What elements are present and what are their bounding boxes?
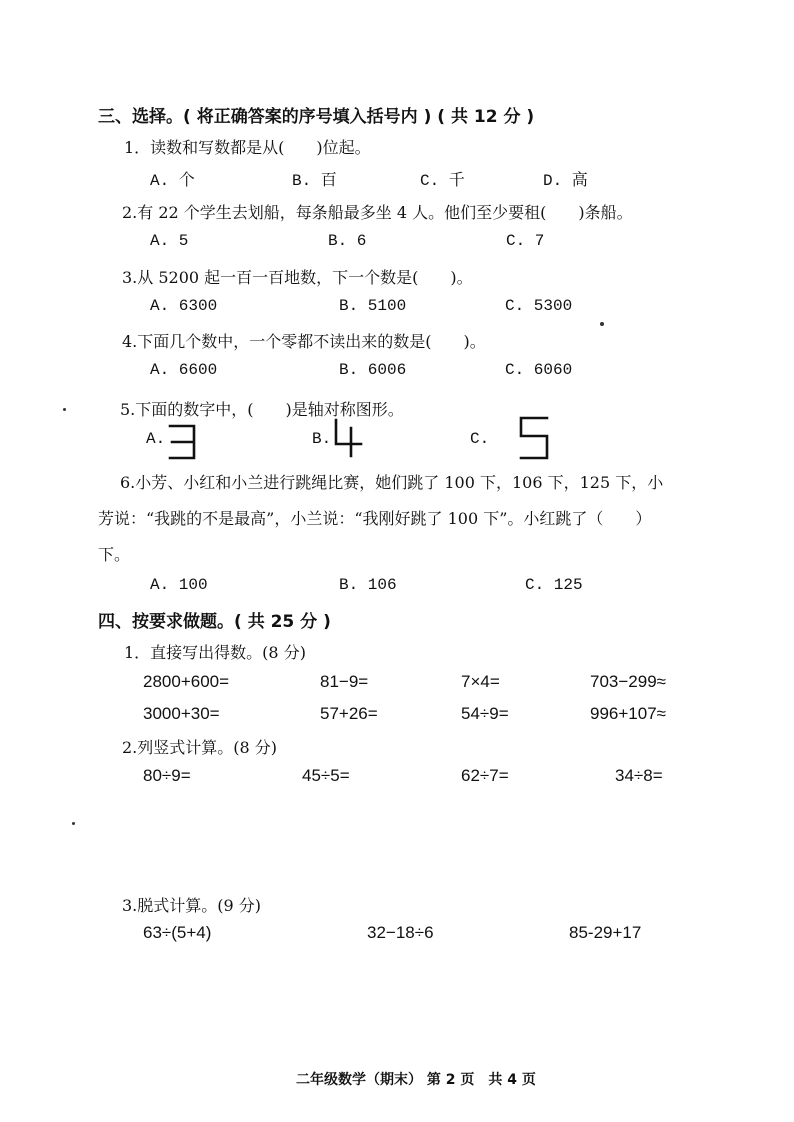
question-3: 3.从 5200 起一百一百地数，下一个数是( )。 — [122, 268, 473, 287]
question-6-line-1: 6.小芳、小红和小兰进行跳绳比赛，她们跳了 100 下，106 下，125 下，小 — [120, 473, 664, 492]
scan-speck — [63, 408, 66, 411]
scan-speck — [72, 822, 75, 825]
section-3-heading: 三、选择。( 将正确答案的序号填入括号内 ) ( 共 12 分 ) — [98, 107, 535, 127]
question-2-option-a: A. 5 — [150, 232, 189, 250]
calc-item: 703−299≈ — [590, 672, 666, 691]
scan-speck — [600, 322, 604, 326]
question-6-option-c: C. 125 — [525, 576, 583, 594]
section-4-heading: 四、按要求做题。( 共 25 分 ) — [98, 612, 331, 632]
question-6-option-b: B. 106 — [339, 576, 397, 594]
question-2: 2.有 22 个学生去划船，每条船最多坐 4 人。他们至少要租( )条船。 — [122, 203, 633, 222]
question-2-option-c: C. 7 — [506, 232, 545, 250]
step-calc-item: 85-29+17 — [569, 923, 642, 942]
step-calc-item: 32−18÷6 — [367, 923, 434, 942]
calc-item: 81−9= — [320, 672, 369, 691]
question-6-line-3: 下。 — [98, 545, 131, 564]
calc-item: 3000+30= — [143, 704, 220, 723]
question-5-option-a: A. — [146, 430, 166, 448]
question-5: 5.下面的数字中，( )是轴对称图形。 — [120, 400, 404, 419]
question-1-option-a: A. 个 — [150, 172, 195, 190]
question-4-option-c: C. 6060 — [505, 361, 573, 379]
question-3-option-b: B. 5100 — [339, 297, 407, 315]
question-5-option-c: C. — [470, 430, 490, 448]
calc-item: 2800+600= — [143, 672, 230, 691]
page-footer: 二年级数学（期末） 第 2 页 共 4 页 — [296, 1072, 536, 1088]
calc-item: 996+107≈ — [590, 704, 666, 723]
question-4: 4.下面几个数中，一个零都不读出来的数是( )。 — [122, 332, 486, 351]
question-5-option-b: B. — [312, 430, 332, 448]
part-1-title: 1．直接写出得数。(8 分) — [124, 643, 306, 662]
question-4-option-b: B. 6006 — [339, 361, 407, 379]
question-3-option-a: A. 6300 — [150, 297, 218, 315]
question-3-option-c: C. 5300 — [505, 297, 573, 315]
digit-4-icon — [333, 418, 363, 458]
step-calc-item: 63÷(5+4) — [143, 923, 212, 942]
question-1: 1．读数和写数都是从( )位起。 — [124, 138, 371, 157]
question-2-option-b: B. 6 — [328, 232, 367, 250]
question-4-option-a: A. 6600 — [150, 361, 218, 379]
vertical-calc-item: 45÷5= — [302, 766, 350, 785]
vertical-calc-item: 80÷9= — [143, 766, 191, 785]
part-3-title: 3.脱式计算。(9 分) — [122, 896, 262, 915]
digit-5-icon — [519, 416, 549, 460]
digit-3-icon — [168, 424, 196, 460]
calc-item: 7×4= — [461, 672, 500, 691]
vertical-calc-item: 34÷8= — [615, 766, 663, 785]
question-1-option-b: B. 百 — [292, 172, 337, 190]
question-1-option-c: C. 千 — [420, 172, 465, 190]
calc-item: 54÷9= — [461, 704, 509, 723]
question-6-line-2: 芳说：“我跳的不是最高”，小兰说：“我刚好跳了 100 下”。小红跳了（ ） — [98, 509, 652, 528]
vertical-calc-item: 62÷7= — [461, 766, 509, 785]
question-1-option-d: D. 高 — [543, 172, 588, 190]
calc-item: 57+26= — [320, 704, 378, 723]
question-6-option-a: A. 100 — [150, 576, 208, 594]
part-2-title: 2.列竖式计算。(8 分) — [122, 738, 278, 757]
